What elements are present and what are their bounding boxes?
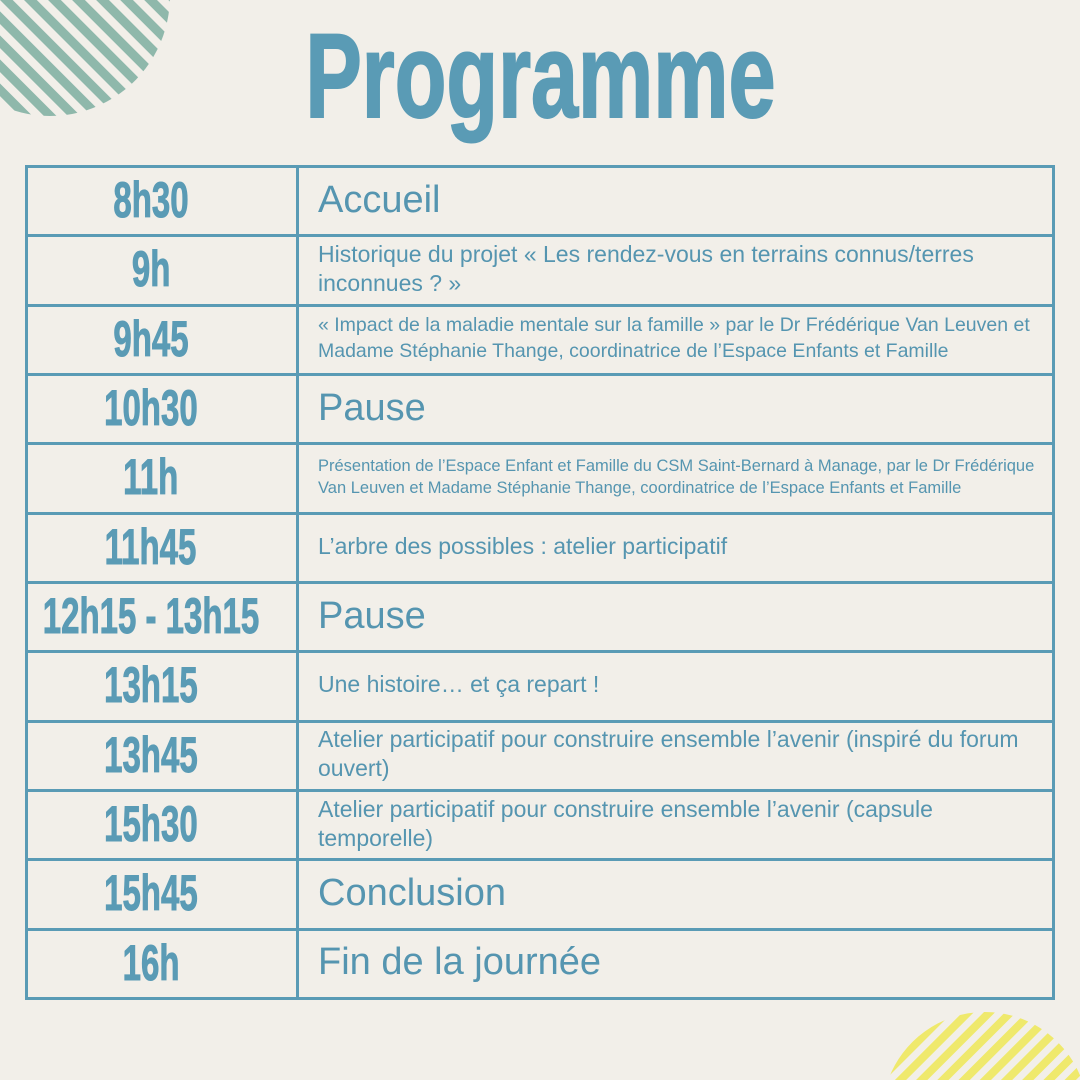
schedule-time: 8h30 [113, 172, 189, 229]
schedule-row [28, 650, 1052, 719]
schedule-time: 11h [123, 449, 179, 506]
schedule-time: 13h15 [104, 657, 198, 714]
session-title-line: Madame Stéphanie Thange, coordinatrice de l’Espace Enfants et Famille [318, 340, 949, 363]
time-cell [28, 307, 299, 373]
session-cell [299, 931, 1052, 997]
time-cell [28, 931, 299, 997]
schedule-table [25, 165, 1055, 1000]
session-title-line: Historique du projet « Les rendez-vous en terrains connus/terres [318, 240, 974, 267]
session-cell [299, 445, 1052, 511]
session-title-line: « Impact de la maladie mentale sur la famille » par le Dr Frédérique Van Leuven et [318, 314, 1030, 337]
schedule-time: 12h15 - 13h15 [42, 588, 260, 645]
page-title [0, 9, 1080, 143]
session-title-line: temporelle) [318, 824, 434, 851]
session-cell [299, 861, 1052, 927]
session-title: Conclusion [318, 871, 506, 914]
striped-circle-decoration-bottom-right [880, 1010, 1080, 1080]
session-title: Accueil [318, 178, 441, 221]
time-cell [28, 445, 299, 511]
schedule-time: 13h45 [104, 726, 198, 783]
time-cell [28, 237, 299, 303]
schedule-time: 16h [122, 934, 180, 991]
page-title-text: Programme [304, 9, 776, 143]
time-cell [28, 376, 299, 442]
session-title: L’arbre des possibles : atelier participatif [318, 532, 728, 559]
session-cell [299, 515, 1052, 581]
schedule-row [28, 304, 1052, 373]
schedule-time: 9h [131, 241, 171, 298]
session-title: Une histoire… et ça repart ! [318, 671, 600, 698]
session-title-line: Présentation de l’Espace Enfant et Famille du CSM Saint-Bernard à Manage, par le Dr Frédérique [318, 456, 1035, 475]
time-cell [28, 515, 299, 581]
striped-circle-segment-shape [888, 1012, 1080, 1080]
session-cell [299, 584, 1052, 650]
session-cell [299, 653, 1052, 719]
schedule-row [28, 234, 1052, 303]
time-cell [28, 653, 299, 719]
time-cell [28, 168, 299, 234]
schedule-row [28, 789, 1052, 858]
schedule-row [28, 165, 1052, 234]
session-title-line: ouvert) [318, 755, 390, 782]
schedule-time: 11h45 [105, 518, 197, 575]
schedule-row [28, 373, 1052, 442]
time-cell [28, 723, 299, 789]
session-cell [299, 792, 1052, 858]
schedule-row [28, 442, 1052, 511]
session-title: Fin de la journée [318, 941, 602, 984]
schedule-row [28, 858, 1052, 927]
schedule-row [28, 581, 1052, 650]
session-cell [299, 237, 1052, 303]
schedule-time: 15h30 [104, 796, 198, 853]
session-title-line: Van Leuven et Madame Stéphanie Thange, coordinatrice de l’Espace Enfants et Famille [318, 478, 962, 497]
schedule-row [28, 512, 1052, 581]
session-title-line: inconnues ? » [318, 269, 462, 296]
session-cell [299, 376, 1052, 442]
session-title: Pause [318, 386, 426, 429]
schedule-time: 9h45 [113, 310, 189, 367]
session-title-line: Atelier participatif pour construire ensemble l’avenir (inspiré du forum [318, 726, 1019, 753]
time-cell [28, 792, 299, 858]
time-cell [28, 584, 299, 650]
schedule-row [28, 720, 1052, 789]
schedule-time: 15h45 [104, 865, 198, 922]
session-title-line: Atelier participatif pour construire ensemble l’avenir (capsule [318, 795, 933, 822]
schedule-row [28, 928, 1052, 997]
session-cell [299, 168, 1052, 234]
schedule-time: 10h30 [104, 380, 198, 437]
time-cell [28, 861, 299, 927]
session-cell [299, 723, 1052, 789]
session-cell [299, 307, 1052, 373]
session-title: Pause [318, 594, 426, 637]
